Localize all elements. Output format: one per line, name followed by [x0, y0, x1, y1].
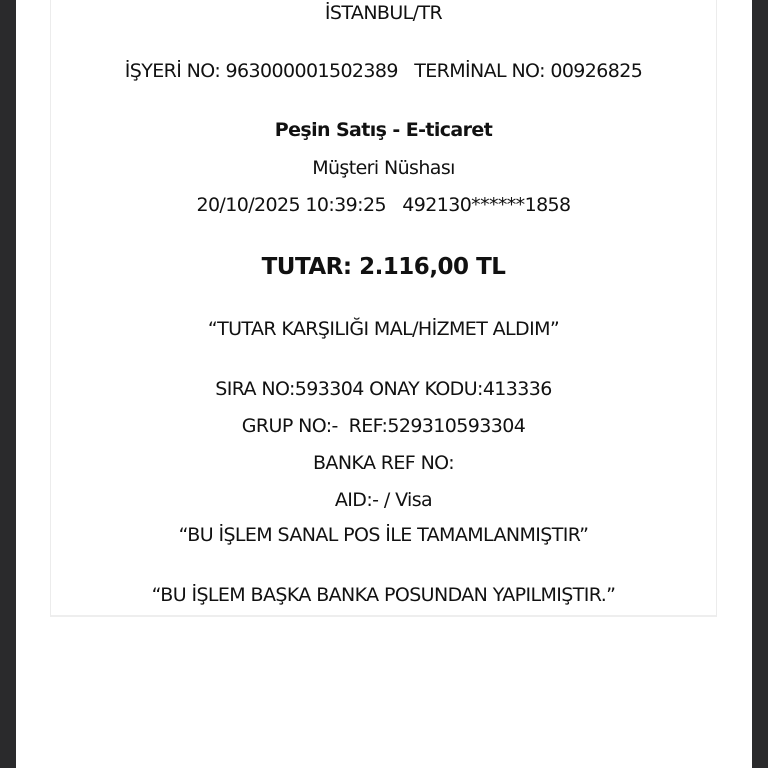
other-bank-note: “BU İŞLEM BAŞKA BANKA POSUNDAN YAPILMIŞTIR.”: [151, 584, 616, 606]
city-line: İSTANBUL/TR: [324, 2, 443, 24]
document-page: [16, 0, 752, 768]
datetime-card-line: 20/10/2025 10:39:25 492130******1858: [196, 194, 571, 216]
acknowledgement-line: “TUTAR KARŞILIĞI MAL/HİZMET ALDIM”: [207, 318, 560, 340]
group-ref-line: GRUP NO:- REF:529310593304: [241, 415, 526, 437]
transaction-type: Peşin Satış - E-ticaret: [274, 119, 493, 141]
amount-total: TUTAR: 2.116,00 TL: [261, 254, 506, 280]
virtual-pos-note: “BU İŞLEM SANAL POS İLE TAMAMLANMIŞTIR”: [178, 524, 589, 546]
sequence-approval-line: SIRA NO:593304 ONAY KODU:413336: [215, 378, 552, 400]
pos-receipt: [50, 0, 717, 617]
merchant-terminal-line: İŞYERİ NO: 963000001502389 TERMİNAL NO: 00926825: [124, 60, 643, 82]
aid-brand-line: AID:- / Visa: [334, 489, 433, 511]
bank-ref-line: BANKA REF NO:: [312, 452, 455, 474]
copy-label: Müşteri Nüshası: [312, 157, 455, 179]
